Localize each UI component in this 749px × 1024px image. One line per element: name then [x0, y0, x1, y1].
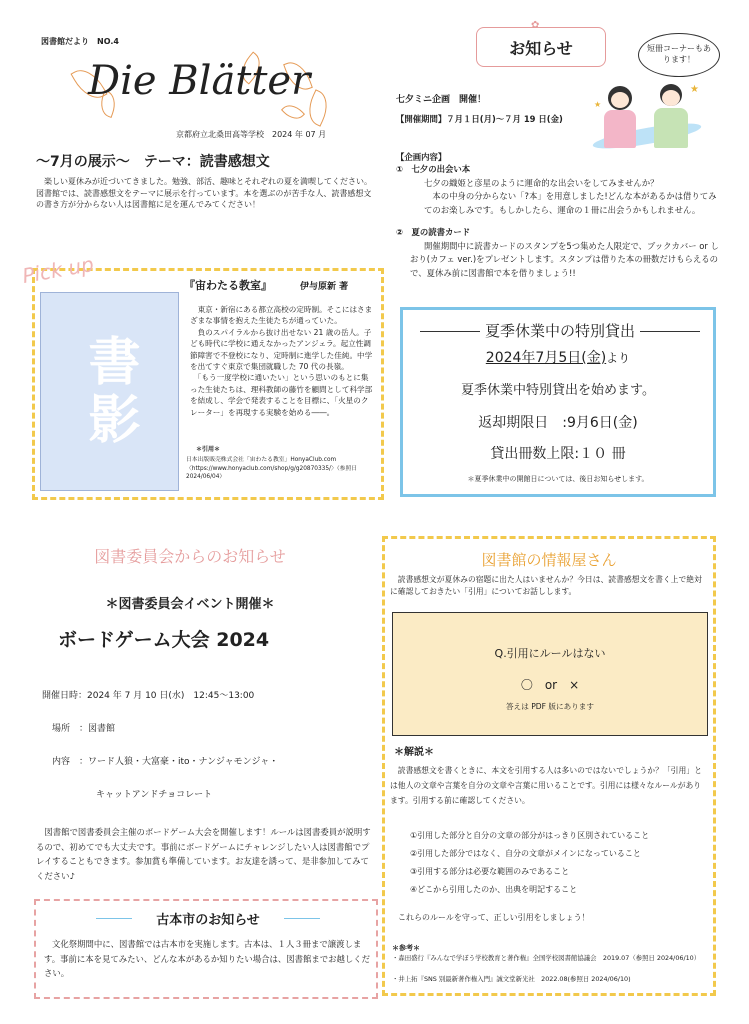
used-books-title: 古本市のお知らせ: [156, 913, 260, 928]
summer-loan-date: 2024年7月5日(金): [485, 350, 607, 366]
rule-2: ②引用した部分ではなく、自分の文章がメインになっていること: [410, 849, 641, 858]
book-synopsis: 東京・新宿にある都立高校の定時制。そこにはさまざまな事情を抱えた生徒たちが通っていた。 負のスパイラルから抜け出せない 21 歳の岳人。子ども時代に学校に通えなかったアンジェラ。起立性調節障害で不登校になり、定時制に進学した佳純。中学を出てすぐ東京で集団就職した 70 代の長嶺。 「もう一度学校に通いたい」という思いのもとに集った生徒たちは、理科教師の藤竹を顧問として科学部を結成し、学会で発表することを目標に、「火星のクレーター」を再現する実験を始める――。: [190, 305, 373, 417]
quiz-options: 〇 or ×: [520, 678, 580, 692]
reference-label: ＊参考＊: [392, 944, 420, 952]
plan-content-label: 【企画内容】: [396, 152, 447, 162]
reference-1: ・森田盛行『みんなで学ぼう学校教育と著作権』全国学校図書館協議会 2019.07（参照日 2024/06/10）: [392, 954, 701, 962]
exhibit-heading: ～7月の展示～ テーマ：読書感想文: [36, 154, 270, 170]
summer-loan-title: 夏季休業中の特別貸出: [484, 322, 635, 340]
committee-heading: 図書委員会からのお知らせ: [94, 547, 286, 566]
ribbon-icon: ✿: [531, 20, 540, 31]
used-books-body: 文化祭期間中に、図書館では古本市を実施します。古本は、１人３冊まで譲渡します。事前に本を見てみたい、どんな本があるか知りたい場合は、図書館までお越しください。: [44, 939, 370, 979]
book-citation: 日本出版販売株式会社「宙わたる教室」HonyaClub.com〈https://www.honyaclub.com/shop/g/g20870335/〉（参照日 2024/06/04）: [186, 457, 358, 481]
quiz-note: 答えは PDF 版にあります: [506, 702, 594, 711]
tanabata-event-title: 七夕ミニ企画 開催！: [396, 95, 487, 105]
book-cover-text: 書影: [79, 333, 140, 450]
masthead-title: Die Blätter: [88, 58, 311, 104]
plan-item1-title: ① 七夕の出会い本: [396, 164, 471, 174]
summer-loan-start: 夏季休業中特別貸出を始めます。: [461, 383, 655, 398]
info-heading: 図書館の情報屋さん: [481, 551, 617, 569]
quote-mark: ＊引用＊: [196, 446, 221, 453]
rule-3: ③引用する部分は必要な範囲のみであること: [410, 867, 570, 876]
school-date: 京都府立北桑田高等学校 2024 年 07 月: [176, 130, 327, 139]
speech-bubble: 短冊コーナーもあります！: [638, 33, 720, 77]
notice-title: お知らせ: [509, 39, 573, 58]
quiz-box: [392, 612, 708, 736]
tanabata-period: 【開催期間】７月１日(月)～７月 19 日(金): [396, 114, 563, 124]
star-icon: ★: [594, 100, 602, 109]
explain-body: 読書感想文を書くときに、本文を引用する人は多いのではないでしょうか？「引用」とは他人の文章や言葉を自分の文章や言葉に用いることです。引用には様々なルールがあります。引用する前に確認してください。: [390, 766, 702, 805]
summer-loan-date-suffix: より: [606, 351, 631, 365]
exhibit-body: 楽しい夏休みが近づいてきました。勉強、部活、趣味とそれぞれの夏を満喫してください。図書館では、読書感想文をテーマに展示を行っています。本を選ぶのが苦手な人、読書感想文の書き方が分からない人は図書館に足を運んでみてください！: [36, 177, 372, 210]
rule-1: ①引用した部分と自分の文章の部分がはっきり区別されていること: [410, 831, 650, 840]
info-closing: これらのルールを守って、正しい引用をしましょう！: [398, 913, 590, 922]
event-content: 内容 ：ワード人狼・大富豪・ito・ナンジャモンジャ・: [52, 757, 279, 767]
star-icon: ★: [690, 84, 699, 95]
rule-4: ④どこから引用したのか、出典を明記すること: [410, 885, 578, 894]
summer-loan-limit: 貸出冊数上限:１０ 冊: [490, 446, 626, 462]
plan-item2-title: ② 夏の読書カード: [396, 227, 471, 237]
summer-loan-date-line: [400, 347, 716, 367]
newsletter-label: 図書館だより NO.4: [41, 37, 119, 46]
book-cover-placeholder: [40, 292, 179, 491]
title-rule-right: [284, 918, 320, 919]
pickup-stamp: Pick up: [20, 251, 96, 289]
quiz-question: Q.引用にルールはない: [494, 647, 606, 660]
event-datetime: 開催日時：2024 年 7 月 10 日(水) 12:45～13:00: [42, 691, 255, 701]
boardgame-title: ボードゲーム大会 2024: [58, 629, 270, 651]
reference-2: ・井上拓『SNS 別最新著作権入門』誠文堂新光社 2022.08(参照日 2024/06/10): [392, 975, 631, 983]
book-author: 伊与原新 著: [300, 282, 349, 292]
tanabata-illustration: [590, 80, 710, 152]
summer-loan-note: ＊夏季休業中の開館日については、後日お知らせします。: [467, 475, 649, 483]
event-place: 場所 ：図書館: [52, 724, 116, 734]
event-content-2: キャットアンドチョコレート: [96, 790, 213, 800]
plan-item2-body: 開催期間中に読書カードのスタンプを5つ集めた人限定で、ブックカバー or しおり(カフェ ver.)をプレゼントします。スタンプは借りた本の冊数だけもらえるので、夏休み前に図書館で本を借りましょう!!: [410, 241, 719, 278]
title-rule-left: [420, 331, 480, 332]
title-rule-left: [96, 918, 132, 919]
committee-body: 図書館で図書委員会主催のボードゲーム大会を開催します！ルールは図書委員が説明するので、初めてでも大丈夫です。事前にボードゲームにチャレンジしたい人は図書館でプレイすることもできます。参加賞も準備しています。お友達を誘って、是非参加してみてください♪: [36, 827, 371, 882]
book-title: 『宙わたる教室』: [184, 279, 272, 292]
plan-item1-body: 七夕の織姫と彦星のように運命的な出会いをしてみませんか？ 本の中身の分からない「?本」を用意しました!どんな本があるかは借りてみてのお楽しみです。もしかしたら、運命の１冊に出会うかもしれません。: [424, 178, 717, 215]
title-rule-right: [640, 331, 700, 332]
explain-label: ＊解説＊: [394, 747, 434, 758]
committee-event-label: ＊図書委員会イベント開催＊: [105, 597, 275, 612]
summer-loan-return: 返却期限日 :9月6日(金): [478, 415, 638, 431]
info-intro: 読書感想文が夏休みの宿題に出た人はいませんか？今日は、読書感想文を書く上で絶対に確認しておきたい「引用」についてお話しします。: [390, 575, 702, 597]
